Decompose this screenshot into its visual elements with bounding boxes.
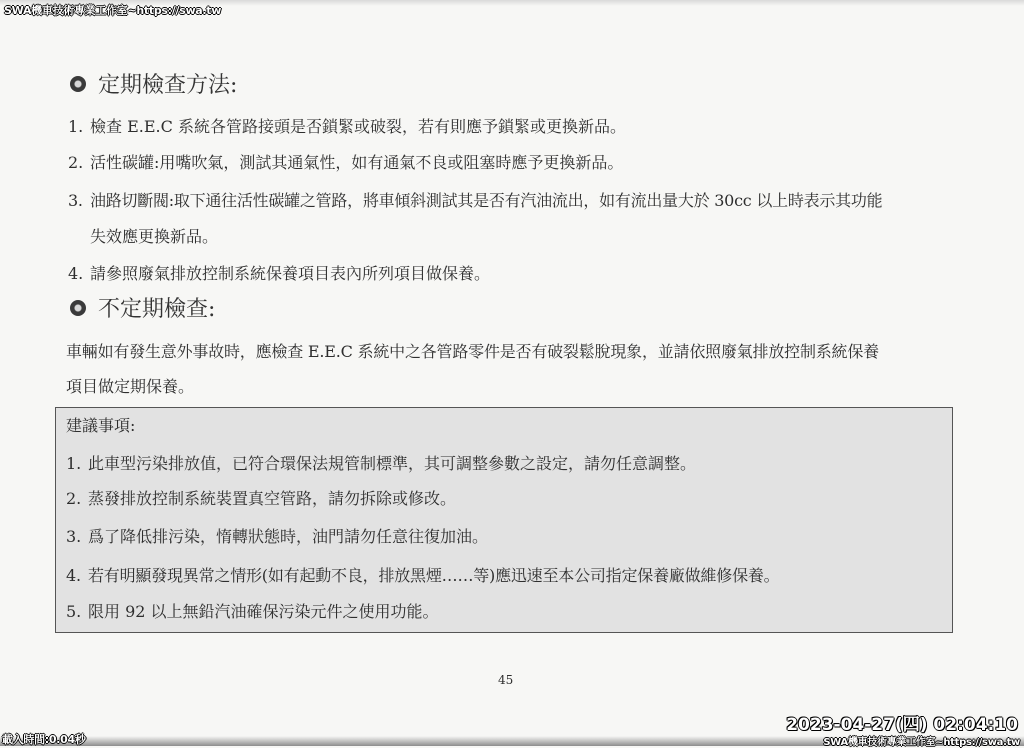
regular-item-1 (68, 114, 626, 137)
advice-item-2 (66, 486, 456, 509)
regular-item-4 (68, 261, 490, 284)
heading-irregular-inspection (70, 292, 215, 323)
advice-item-3 (66, 524, 488, 547)
item-number: 3. (66, 527, 82, 546)
circle-bullet-icon (70, 76, 86, 92)
item-text: 此車型污染排放值，已符合環保法規管制標準，其可調整參數之設定，請勿任意調整。 (88, 454, 697, 473)
item-number: 2. (66, 489, 82, 508)
watermark-bottom-right: SWA機車技術專業工作室~https://swa.tw (823, 737, 1020, 748)
item-text: 油路切斷閥:取下通往活性碳罐之管路，將車傾斜測試其是否有汽油流出，如有流出量大於 30cc 以上時表示其功能 (90, 191, 883, 210)
watermark-top-left: SWA機車技術專業工作室~https://swa.tw (4, 4, 222, 17)
item-number: 1. (66, 454, 82, 473)
regular-item-2 (68, 150, 623, 173)
item-number: 3. (68, 191, 83, 210)
regular-item-3 (68, 188, 882, 211)
timestamp-overlay: 2023-04-27(四) 02:04:10 (786, 715, 1018, 735)
heading-irregular-title: 不定期檢查: (98, 297, 216, 322)
load-time-watermark: 載入時間:0.04秒 (2, 733, 86, 746)
advice-item-1 (66, 451, 696, 474)
advice-item-5 (66, 599, 439, 622)
item-text: 蒸發排放控制系統裝置真空管路，請勿拆除或修改。 (88, 489, 457, 508)
heading-regular-inspection (70, 68, 237, 99)
advice-title: 建議事項: (66, 416, 136, 435)
item-number: 4. (68, 264, 84, 283)
irregular-paragraph-line-2: 項目做定期保養。 (66, 377, 195, 396)
item-text: 若有明顯發現異常之情形(如有起動不良，排放黑煙……等)應迅速至本公司指定保養廠做維修保養。 (88, 566, 780, 585)
item-number: 1. (68, 117, 84, 136)
heading-regular-title: 定期檢查方法: (98, 73, 238, 98)
item-number: 2. (68, 153, 84, 172)
item-text: 檢查 E.E.C 系統各管路接頭是否鎖緊或破裂，若有則應予鎖緊或更換新品。 (90, 117, 626, 136)
item-text: 請參照廢氣排放控制系統保養項目表內所列項目做保養。 (90, 264, 491, 283)
irregular-paragraph-line-1: 車輛如有發生意外事故時，應檢查 E.E.C 系統中之各管路零件是否有破裂鬆脫現象，並請依照廢氣排放控制系統保養 (66, 342, 879, 361)
item-number: 4. (66, 566, 81, 585)
item-number: 5. (66, 602, 82, 621)
item-text: 限用 92 以上無鉛汽油確保污染元件之使用功能。 (88, 602, 439, 621)
page-number: 45 (498, 673, 514, 687)
advice-item-4 (66, 563, 780, 586)
circle-bullet-icon (70, 300, 86, 316)
item-text: 爲了降低排污染，惰轉狀態時，油門請勿任意往復加油。 (88, 527, 489, 546)
regular-item-3-continuation: 失效應更換新品。 (90, 227, 219, 246)
item-text: 活性碳罐:用嘴吹氣，測試其通氣性，如有通氣不良或阻塞時應予更換新品。 (90, 153, 624, 172)
